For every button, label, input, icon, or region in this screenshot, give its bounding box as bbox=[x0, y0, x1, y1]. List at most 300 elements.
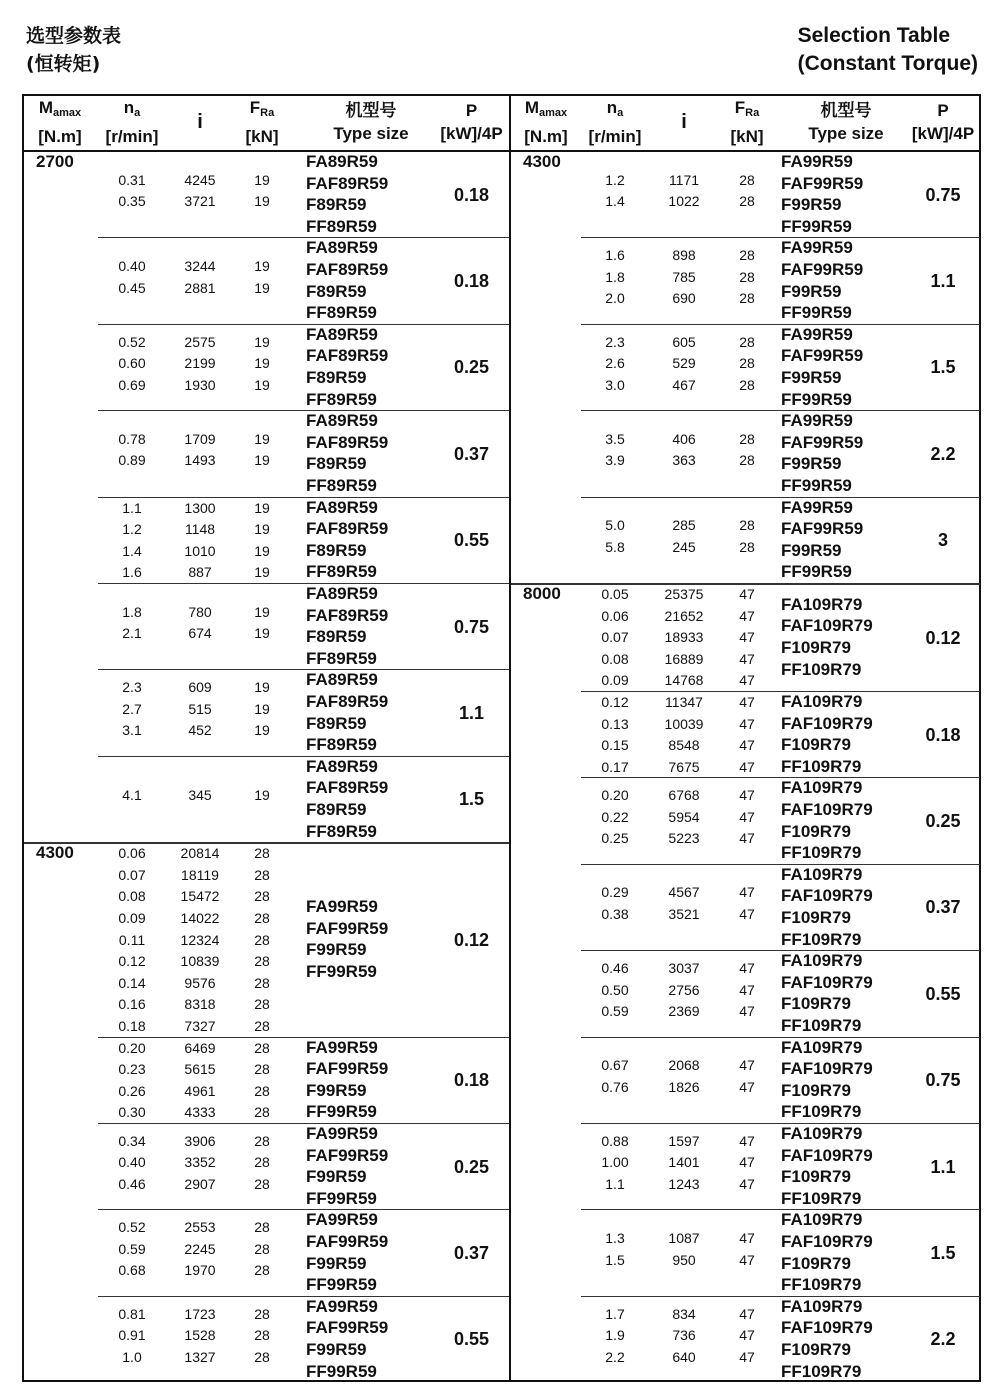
load-value: 47 bbox=[739, 650, 755, 667]
speed-value: 0.52 bbox=[118, 333, 146, 350]
type-size-item: F89R59 bbox=[306, 195, 367, 215]
type-size-item: FAF99R59 bbox=[781, 346, 864, 366]
col-header-speed bbox=[98, 94, 166, 150]
col-header-speed bbox=[581, 94, 649, 150]
ratio-value: 6469 bbox=[184, 1039, 216, 1056]
type-list bbox=[306, 237, 388, 323]
type-size-item: FAF109R79 bbox=[781, 1145, 873, 1165]
load-value: 19 bbox=[254, 625, 270, 642]
power-value: 1.5 bbox=[458, 789, 485, 810]
subtitle-en: (Constant Torque) bbox=[797, 52, 978, 75]
load-value: 28 bbox=[254, 1262, 270, 1279]
type-size-item: FF89R59 bbox=[306, 562, 377, 582]
ratio-value: 2245 bbox=[184, 1240, 216, 1257]
load-value: 19 bbox=[254, 564, 270, 581]
power-value: 0.55 bbox=[453, 1329, 490, 1350]
col-header-power-text: P bbox=[465, 101, 478, 120]
col-header-speed-subscript: a bbox=[134, 107, 141, 119]
type-size-item: F99R59 bbox=[781, 195, 842, 215]
speed-value: 0.52 bbox=[118, 1219, 146, 1236]
speed-value: 1.8 bbox=[605, 268, 625, 285]
load-value: 28 bbox=[254, 1176, 270, 1192]
col-header-type bbox=[306, 94, 436, 150]
type-size-item: FAF99R59 bbox=[306, 1318, 389, 1338]
load-value: 47 bbox=[739, 787, 755, 804]
speed-value: 0.08 bbox=[601, 650, 629, 667]
speed-value: 1.1 bbox=[122, 499, 142, 516]
load-value: 28 bbox=[254, 974, 270, 991]
type-size-item: F109R79 bbox=[781, 1339, 851, 1359]
ratio-value: 950 bbox=[672, 1251, 696, 1268]
col-header-type-text: Type size bbox=[333, 124, 409, 143]
speed-value: 0.14 bbox=[118, 974, 146, 991]
type-size-item: FA109R79 bbox=[781, 692, 863, 711]
load-value: 19 bbox=[254, 722, 270, 739]
load-value: 28 bbox=[254, 1154, 270, 1171]
type-list bbox=[781, 594, 873, 680]
col-header-load-symbol: F bbox=[249, 98, 261, 117]
ratio-value: 1597 bbox=[668, 1132, 700, 1149]
type-size-item: FAF89R59 bbox=[306, 778, 389, 798]
type-list bbox=[306, 497, 388, 583]
load-value: 47 bbox=[739, 737, 755, 754]
type-size-item: FF109R79 bbox=[781, 1188, 862, 1208]
speed-value: 4.1 bbox=[122, 787, 142, 804]
ratio-value: 3037 bbox=[668, 960, 700, 976]
speed-value: 2.2 bbox=[605, 1348, 625, 1365]
load-value: 28 bbox=[254, 1104, 270, 1121]
speed-value: 1.1 bbox=[605, 1176, 625, 1192]
col-header-ratio-line bbox=[197, 111, 203, 134]
load-value: 47 bbox=[739, 1348, 755, 1365]
ratio-value: 780 bbox=[188, 603, 212, 620]
ratio-value: 12324 bbox=[180, 931, 220, 948]
load-value: 28 bbox=[739, 517, 755, 534]
load-value: 19 bbox=[254, 603, 270, 620]
ratio-value: 3352 bbox=[184, 1154, 216, 1171]
speed-value: 2.7 bbox=[122, 700, 142, 717]
load-value: 28 bbox=[254, 1348, 270, 1365]
type-size-item: FA99R59 bbox=[781, 152, 853, 171]
header-left bbox=[26, 22, 121, 78]
torque-value: 2700 bbox=[36, 152, 74, 171]
type-size-item: FAF99R59 bbox=[306, 1059, 389, 1079]
ratio-value: 1010 bbox=[184, 542, 216, 559]
ratio-value: 18119 bbox=[181, 866, 219, 883]
power-value: 0.25 bbox=[453, 1156, 490, 1177]
type-size-item: F99R59 bbox=[781, 454, 842, 474]
ratio-value: 8318 bbox=[184, 996, 216, 1013]
load-value: 47 bbox=[739, 715, 755, 732]
col-header-load-subscript: Ra bbox=[260, 107, 275, 119]
power-value: 0.12 bbox=[453, 929, 490, 950]
load-value: 47 bbox=[739, 830, 755, 847]
type-size-item: FA99R59 bbox=[781, 411, 853, 431]
speed-value: 0.08 bbox=[118, 888, 146, 905]
col-header-torque-line bbox=[524, 125, 567, 148]
type-list bbox=[306, 583, 388, 669]
speed-value: 1.0 bbox=[122, 1348, 142, 1365]
col-header-power-line bbox=[912, 122, 974, 145]
col-header-speed-line bbox=[124, 96, 141, 125]
load-value: 28 bbox=[254, 996, 270, 1013]
ratio-value: 467 bbox=[672, 376, 696, 393]
ratio-value: 8548 bbox=[668, 737, 700, 754]
load-value: 28 bbox=[739, 355, 755, 372]
ratio-value: 14768 bbox=[664, 672, 704, 689]
type-size-item: FF109R79 bbox=[781, 1361, 862, 1381]
load-value: 28 bbox=[739, 376, 755, 393]
load-value: 47 bbox=[739, 1003, 755, 1020]
type-size-item: FA109R79 bbox=[781, 951, 863, 971]
speed-value: 3.0 bbox=[605, 376, 625, 393]
ratio-value: 515 bbox=[188, 700, 212, 717]
type-size-item: FAF89R59 bbox=[306, 519, 389, 539]
col-header-power bbox=[906, 94, 980, 150]
type-size-item: FF99R59 bbox=[306, 1275, 377, 1295]
type-size-item: FF99R59 bbox=[781, 562, 852, 582]
type-list bbox=[781, 1123, 873, 1209]
type-size-item: FA99R59 bbox=[306, 1296, 378, 1316]
type-size-item: FAF109R79 bbox=[781, 1231, 873, 1251]
speed-value: 2.3 bbox=[122, 679, 142, 696]
load-value: 28 bbox=[254, 888, 270, 905]
speed-value: 0.30 bbox=[118, 1104, 146, 1121]
load-value: 47 bbox=[739, 1176, 755, 1192]
col-header-ratio-line bbox=[681, 111, 687, 134]
load-value: 47 bbox=[739, 629, 755, 646]
col-header-power-line bbox=[466, 99, 477, 122]
type-size-item: FAF99R59 bbox=[781, 432, 864, 452]
ratio-value: 640 bbox=[672, 1348, 696, 1365]
load-value: 47 bbox=[739, 960, 755, 976]
ratio-value: 5223 bbox=[668, 830, 700, 847]
speed-value: 0.40 bbox=[118, 258, 146, 274]
ratio-value: 4567 bbox=[668, 884, 700, 901]
type-size-item: FA109R79 bbox=[781, 1210, 863, 1230]
type-size-item: F99R59 bbox=[306, 1339, 367, 1359]
ratio-value: 285 bbox=[672, 517, 696, 534]
ratio-value: 3244 bbox=[184, 258, 216, 274]
col-header-speed-line bbox=[607, 96, 624, 125]
load-value: 28 bbox=[254, 910, 270, 926]
load-value: 28 bbox=[739, 193, 755, 210]
load-value: 47 bbox=[739, 1057, 755, 1074]
load-value: 47 bbox=[739, 884, 755, 901]
ratio-value: 3521 bbox=[668, 906, 700, 922]
type-size-item: FA89R59 bbox=[306, 238, 378, 258]
type-size-item: FA109R79 bbox=[781, 594, 863, 614]
load-value: 28 bbox=[739, 290, 755, 307]
load-value: 19 bbox=[254, 679, 270, 696]
type-size-item: FAF89R59 bbox=[306, 691, 389, 711]
type-size-item: FAF99R59 bbox=[781, 519, 864, 539]
col-header-type-text: Type size bbox=[808, 124, 884, 143]
ratio-value: 4245 bbox=[184, 171, 216, 188]
type-size-item: F89R59 bbox=[306, 540, 367, 560]
power-value: 0.25 bbox=[453, 357, 490, 378]
speed-value: 0.35 bbox=[118, 193, 146, 210]
type-size-item: FA89R59 bbox=[306, 584, 378, 603]
ratio-value: 7327 bbox=[184, 1018, 216, 1034]
ratio-value: 5615 bbox=[184, 1061, 216, 1078]
power-value: 0.18 bbox=[453, 271, 490, 292]
type-list bbox=[306, 410, 388, 496]
type-size-item: F89R59 bbox=[306, 713, 367, 733]
speed-value: 5.0 bbox=[605, 517, 625, 534]
col-header-torque-symbol: M bbox=[524, 98, 540, 117]
type-list bbox=[781, 410, 863, 496]
load-value: 47 bbox=[739, 1132, 755, 1149]
type-size-item: F99R59 bbox=[781, 281, 842, 301]
speed-value: 1.7 bbox=[605, 1305, 625, 1322]
ratio-value: 1930 bbox=[184, 376, 216, 393]
col-header-torque bbox=[511, 94, 581, 150]
ratio-value: 345 bbox=[188, 787, 212, 804]
load-value: 28 bbox=[254, 1082, 270, 1099]
speed-value: 0.20 bbox=[118, 1039, 146, 1056]
load-value: 28 bbox=[254, 1132, 270, 1149]
col-header-load-text: [kN] bbox=[730, 127, 764, 146]
load-value: 28 bbox=[739, 268, 755, 285]
type-size-item: FA109R79 bbox=[781, 1037, 863, 1057]
speed-value: 1.6 bbox=[605, 247, 625, 264]
type-size-item: F109R79 bbox=[781, 994, 851, 1014]
type-list bbox=[306, 324, 388, 410]
ratio-value: 2068 bbox=[668, 1057, 700, 1074]
ratio-value: 2553 bbox=[184, 1219, 216, 1236]
power-value: 0.75 bbox=[925, 1070, 961, 1091]
type-size-item: F109R79 bbox=[781, 1167, 851, 1187]
load-value: 19 bbox=[254, 376, 270, 393]
torque-value: 4300 bbox=[523, 152, 561, 171]
speed-value: 0.09 bbox=[118, 910, 146, 926]
ratio-value: 10839 bbox=[180, 953, 220, 970]
load-value: 47 bbox=[739, 1230, 755, 1246]
col-header-ratio bbox=[651, 94, 717, 150]
title-en: Selection Table bbox=[797, 24, 951, 47]
speed-value: 0.16 bbox=[118, 996, 146, 1013]
type-size-item: FF109R79 bbox=[781, 756, 862, 776]
ratio-value: 785 bbox=[672, 268, 696, 285]
type-size-item: FAF99R59 bbox=[306, 1145, 389, 1165]
type-size-item: FA99R59 bbox=[306, 897, 378, 917]
col-header-torque bbox=[24, 94, 96, 150]
speed-value: 0.34 bbox=[118, 1132, 146, 1149]
load-value: 28 bbox=[254, 1305, 270, 1322]
speed-value: 0.45 bbox=[118, 279, 146, 296]
type-size-item: F99R59 bbox=[306, 1080, 367, 1100]
ratio-value: 21652 bbox=[664, 607, 704, 624]
ratio-value: 529 bbox=[672, 355, 696, 372]
ratio-value: 10039 bbox=[664, 715, 704, 732]
type-list bbox=[781, 950, 873, 1036]
type-list bbox=[306, 151, 388, 237]
type-size-item: F109R79 bbox=[781, 1080, 851, 1100]
col-header-load bbox=[234, 94, 290, 150]
load-value: 28 bbox=[254, 1018, 270, 1034]
speed-value: 2.6 bbox=[605, 355, 625, 372]
type-size-item: F99R59 bbox=[306, 940, 367, 960]
load-value: 47 bbox=[739, 607, 755, 624]
type-size-item: FAF109R79 bbox=[781, 1059, 873, 1079]
ratio-value: 605 bbox=[672, 333, 696, 350]
ratio-value: 5954 bbox=[668, 808, 700, 825]
load-value: 28 bbox=[254, 866, 270, 883]
speed-value: 0.22 bbox=[601, 808, 629, 825]
speed-value: 0.50 bbox=[601, 981, 629, 998]
col-header-speed-symbol: n bbox=[123, 98, 135, 117]
speed-value: 0.07 bbox=[601, 629, 629, 646]
type-size-item: FF89R59 bbox=[306, 475, 377, 495]
speed-value: 0.17 bbox=[601, 758, 629, 775]
ratio-value: 20814 bbox=[180, 845, 220, 862]
type-size-item: FAF109R79 bbox=[781, 1318, 873, 1338]
type-size-item: F89R59 bbox=[306, 627, 367, 647]
load-value: 19 bbox=[254, 542, 270, 559]
ratio-value: 245 bbox=[672, 538, 696, 555]
load-value: 47 bbox=[739, 906, 755, 922]
ratio-value: 7675 bbox=[668, 758, 700, 775]
type-size-item: FF99R59 bbox=[306, 1361, 377, 1381]
col-header-torque-text: [N.m] bbox=[524, 127, 568, 146]
speed-value: 0.09 bbox=[601, 672, 629, 689]
load-value: 47 bbox=[739, 694, 755, 710]
type-list bbox=[781, 237, 863, 323]
type-size-item: F109R79 bbox=[781, 821, 851, 841]
type-size-item: FA99R59 bbox=[306, 1037, 378, 1057]
type-size-item: FAF99R59 bbox=[781, 173, 864, 193]
type-size-item: FF99R59 bbox=[306, 961, 377, 981]
speed-value: 0.89 bbox=[118, 452, 146, 469]
col-header-type bbox=[781, 94, 911, 150]
load-value: 47 bbox=[739, 672, 755, 689]
load-value: 19 bbox=[254, 171, 270, 188]
type-size-item: FA99R59 bbox=[306, 1124, 378, 1143]
ratio-value: 1528 bbox=[184, 1327, 216, 1344]
type-list bbox=[781, 497, 863, 583]
speed-value: 0.59 bbox=[601, 1003, 629, 1020]
type-size-item: F109R79 bbox=[781, 907, 851, 927]
col-header-load-line bbox=[250, 96, 274, 125]
power-value: 0.37 bbox=[453, 443, 490, 464]
load-value: 28 bbox=[254, 1240, 270, 1257]
power-value: 0.18 bbox=[453, 184, 490, 205]
type-list bbox=[781, 151, 863, 237]
load-value: 19 bbox=[254, 333, 270, 350]
speed-value: 0.29 bbox=[601, 884, 629, 901]
ratio-value: 2369 bbox=[668, 1003, 700, 1020]
ratio-value: 1970 bbox=[184, 1262, 216, 1279]
title-cn: 选型参数表 bbox=[26, 25, 122, 47]
ratio-value: 4333 bbox=[184, 1104, 216, 1121]
type-size-item: FF89R59 bbox=[306, 389, 377, 409]
ratio-value: 1493 bbox=[184, 452, 216, 469]
col-header-type-text: 机型号 bbox=[820, 101, 872, 120]
type-size-item: FF99R59 bbox=[306, 1102, 377, 1122]
type-size-item: FAF109R79 bbox=[781, 616, 873, 636]
speed-value: 1.4 bbox=[122, 542, 142, 559]
load-value: 19 bbox=[254, 700, 270, 717]
ratio-value: 1300 bbox=[184, 499, 216, 516]
ratio-value: 18933 bbox=[664, 629, 704, 646]
load-value: 28 bbox=[254, 1061, 270, 1078]
type-size-item: FF99R59 bbox=[781, 216, 852, 236]
ratio-value: 6768 bbox=[668, 787, 700, 804]
ratio-value: 4961 bbox=[184, 1082, 216, 1099]
ratio-value: 1709 bbox=[184, 430, 216, 447]
col-header-speed-symbol: n bbox=[606, 98, 618, 117]
type-size-item: F99R59 bbox=[306, 1253, 367, 1273]
col-header-type-line bbox=[808, 122, 883, 145]
speed-value: 0.69 bbox=[118, 376, 146, 393]
type-size-item: F89R59 bbox=[306, 799, 367, 819]
type-size-item: FA99R59 bbox=[306, 1210, 378, 1230]
col-header-power-text: [kW]/4P bbox=[911, 124, 975, 143]
power-value: 2.2 bbox=[930, 1329, 956, 1350]
type-size-item: F99R59 bbox=[306, 1167, 367, 1187]
type-size-item: FA89R59 bbox=[306, 756, 378, 776]
type-list bbox=[781, 777, 873, 863]
type-size-item: FF99R59 bbox=[306, 1188, 377, 1208]
speed-value: 0.11 bbox=[118, 931, 146, 948]
load-value: 19 bbox=[254, 430, 270, 447]
col-header-power-line bbox=[440, 122, 502, 145]
power-value: 2.2 bbox=[930, 443, 956, 464]
col-header-type-line bbox=[821, 99, 872, 122]
power-value: 0.75 bbox=[453, 616, 490, 637]
ratio-value: 2881 bbox=[184, 279, 216, 296]
type-size-item: FF89R59 bbox=[306, 735, 377, 755]
type-size-item: F99R59 bbox=[781, 540, 842, 560]
type-size-item: FA89R59 bbox=[306, 324, 378, 344]
type-list bbox=[306, 669, 388, 755]
ratio-value: 3721 bbox=[184, 193, 216, 210]
load-value: 28 bbox=[254, 1327, 270, 1344]
type-size-item: FAF89R59 bbox=[306, 605, 389, 625]
load-value: 19 bbox=[254, 355, 270, 372]
power-value: 1.1 bbox=[930, 271, 956, 292]
load-value: 28 bbox=[739, 452, 755, 469]
ratio-value: 1327 bbox=[184, 1348, 216, 1365]
type-size-item: FA89R59 bbox=[306, 497, 378, 517]
speed-value: 1.5 bbox=[605, 1251, 625, 1268]
type-size-item: F99R59 bbox=[781, 367, 842, 387]
type-size-item: FAF89R59 bbox=[306, 346, 389, 366]
col-header-type-line bbox=[333, 122, 408, 145]
col-header-power-text: [kW]/4P bbox=[440, 124, 503, 143]
speed-value: 2.0 bbox=[605, 290, 625, 307]
load-value: 28 bbox=[739, 333, 755, 350]
speed-value: 1.4 bbox=[605, 193, 625, 210]
load-value: 28 bbox=[739, 538, 755, 555]
type-size-item: FF109R79 bbox=[781, 659, 862, 679]
speed-value: 0.46 bbox=[601, 960, 629, 976]
speed-value: 0.81 bbox=[118, 1305, 146, 1322]
power-value: 0.25 bbox=[925, 811, 961, 832]
speed-value: 5.8 bbox=[605, 538, 625, 555]
power-value: 1.5 bbox=[930, 357, 956, 378]
col-header-power-line bbox=[937, 99, 948, 122]
load-value: 28 bbox=[254, 845, 270, 862]
torque-value: 4300 bbox=[36, 843, 74, 863]
power-value: 0.75 bbox=[925, 184, 961, 205]
load-value: 47 bbox=[739, 981, 755, 998]
type-size-item: FA89R59 bbox=[306, 670, 378, 690]
speed-value: 0.88 bbox=[601, 1132, 629, 1149]
type-size-item: FF109R79 bbox=[781, 843, 862, 863]
col-header-speed-line bbox=[106, 125, 159, 148]
